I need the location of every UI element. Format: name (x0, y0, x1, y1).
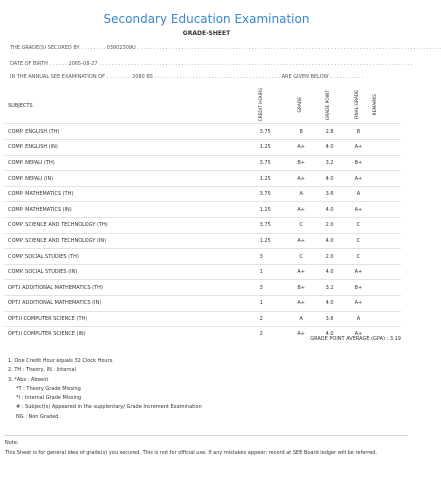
grade-cell: A+ (286, 327, 314, 342)
table-row (5, 264, 401, 280)
grade-cell: A+ (286, 233, 314, 249)
grade-cell: A (286, 311, 314, 327)
note-text: This Sheet is for general idea of grade(s) you secured. This is not for official use. If any mistakes appear; record at SEE Board ledger will be referred. (5, 450, 378, 456)
subject-cell: OPT.I ADDITIONAL MATHEMATICS (IN) (5, 295, 257, 311)
subject-cell: COMP. ENGLISH (IN) (5, 140, 257, 156)
final-grade-cell: A+ (343, 202, 372, 218)
remarks-cell (371, 218, 401, 234)
grade-point-cell: 2.0 (314, 249, 343, 265)
credit-hours-cell: 1.25 (257, 171, 286, 187)
grade-point-cell: 4.0 (314, 295, 343, 311)
exam-year: 2080 BS (132, 74, 153, 80)
exam-label: IN THE ANNUAL SEE EXAMINATION OF (10, 74, 105, 80)
remarks-cell (371, 280, 401, 296)
grade-sheet-heading: GRADE-SHEET (182, 30, 231, 37)
final-grade-cell: A+ (343, 295, 372, 311)
grade-cell: C (286, 218, 314, 234)
table-row (5, 140, 401, 156)
remarks-cell (371, 171, 401, 187)
grade-header: GRADE (297, 97, 303, 113)
subject-cell: COMP. NEPALI (IN) (5, 171, 257, 187)
col-final-grade (343, 88, 372, 124)
final-grade-cell: A+ (343, 327, 372, 342)
grade-cell: A (286, 186, 314, 202)
table-row (5, 249, 401, 265)
legend-notes (8, 357, 202, 422)
legend-item: NG : Non Graded (16, 413, 59, 420)
subject-cell: COMP. MATHEMATICS (IN) (5, 202, 257, 218)
credit-hours-cell: 2 (257, 311, 286, 327)
col-subjects: SUBJECTS (8, 102, 33, 109)
legend-item: *T : Theory Grade Missing (16, 385, 81, 392)
legend-item: 1. One Credit Hour equals 32 Clock Hours. (8, 358, 114, 364)
legend-item: *I : Internal Grade Missing (16, 395, 82, 402)
grade-cell: C (286, 249, 314, 265)
final-grade-cell: C (343, 233, 372, 249)
symbol-number: 03802309U (106, 45, 136, 51)
grade-point-cell: 2.0 (314, 218, 343, 234)
final-grade-cell: C (343, 218, 372, 234)
remarks-header: REMARKS (373, 94, 379, 116)
credit-hours-cell: 1 (257, 295, 286, 311)
subject-cell: COMP. ENGLISH (TH) (5, 124, 257, 140)
remarks-cell (371, 295, 401, 311)
credit-hours-cell: 3.75 (257, 186, 286, 202)
grade-point-cell: 2.8 (314, 124, 343, 140)
credit-hours-cell: 3.75 (257, 124, 286, 140)
subject-cell: COMP. MATHEMATICS (TH) (5, 186, 257, 202)
credit-hours-cell: 1.25 (257, 140, 286, 156)
remarks-cell (371, 233, 401, 249)
table-row (5, 295, 401, 311)
final-grade-cell: A (343, 311, 372, 327)
secured-by-label: THE GRADE(S) SECURED BY (10, 45, 80, 51)
legend-item: 3. *Abs : Absent (8, 376, 49, 383)
dob-label: DATE OF BIRTH (10, 61, 48, 67)
grade-cell: A+ (286, 264, 314, 280)
credit-hours-cell: 3.75 (257, 218, 286, 234)
dob-line: DATE OF BIRTH . . . . . . 2065-08-27 . . . . . . . . . . . . . . . . . . . . . . . . . . . . . . . . . . . . . . . . . . . . . . . . . . . . . . . . . . . . . . . . . . . . . . . . . . . . . . . . . . . . . . . . . . . . . . . . . . . (10, 61, 413, 67)
subject-cell: OPT.I ADDITIONAL MATHEMATICS (TH) (5, 280, 257, 296)
note-label: Note: (5, 440, 19, 446)
final-grade-header: FINAL GRADE (355, 90, 361, 120)
col-grade-point (314, 88, 343, 124)
grade-cell: A+ (286, 295, 314, 311)
final-grade-cell: C (343, 249, 372, 265)
grade-point-cell: 3.6 (314, 311, 343, 327)
grade-point-cell: 4.0 (314, 327, 343, 342)
table-row (5, 171, 401, 187)
table-row (5, 124, 401, 140)
legend-item: 2. TH : Theory, IN : Internal (8, 367, 76, 374)
grade-cell: A+ (286, 140, 314, 156)
table-row (5, 218, 401, 234)
final-grade-cell: B+ (343, 280, 372, 296)
grade-cell: A+ (286, 171, 314, 187)
col-credit-hours (257, 88, 286, 124)
final-grade-cell: B (343, 124, 372, 140)
table-row (5, 233, 401, 249)
grade-point-header: GRADE POINT (326, 89, 332, 120)
credit-hours-cell: 2 (257, 327, 286, 342)
legend-item: # : Subject(s) Appeared in the supplentary/ Grade Increment Examination (16, 404, 202, 411)
credit-hours-cell: 1.25 (257, 233, 286, 249)
remarks-cell (371, 249, 401, 265)
divider (4, 435, 408, 436)
dob-value: 2065-08-27 (68, 61, 98, 67)
grade-point-cell: 3.2 (314, 155, 343, 171)
subject-cell: OPT.II COMPUTER SCIENCE (TH) (5, 311, 257, 327)
remarks-cell (371, 140, 401, 156)
grade-point-cell: 4.0 (314, 264, 343, 280)
remarks-cell (371, 155, 401, 171)
grade-point-cell: 3.2 (314, 280, 343, 296)
credit-hours-header: CREDIT HOURS (258, 88, 264, 122)
remarks-cell (371, 124, 401, 140)
table-row (5, 155, 401, 171)
grade-point-cell: 4.0 (314, 140, 343, 156)
col-remarks (371, 88, 401, 124)
table-header-row (5, 88, 401, 124)
credit-hours-cell: 3 (257, 249, 286, 265)
exam-line: IN THE ANNUAL SEE EXAMINATION OF . . . . . . . . 2080 BS . . . . . . . . . . . . . . . . . . . . . . . . . . . . . . . . . . . . . . . . ARE GIVEN BELOW . . . . . . . . . . . (10, 74, 364, 80)
col-grade (286, 88, 314, 124)
credit-hours-cell: 3 (257, 280, 286, 296)
final-grade-cell: A+ (343, 140, 372, 156)
subject-cell: COMP. SOCIAL STUDIES (IN) (5, 264, 257, 280)
grade-rows (5, 124, 401, 342)
final-grade-cell: A (343, 186, 372, 202)
exam-title: Secondary Education Examination (103, 12, 310, 26)
secured-by-line: THE GRADE(S) SECURED BY . . . . . . . . 03802309U . . . . . . . . . . . . . . . . . . . . . . . . . . . . . . . . . . . . . . . . . . . . . . . . . . . . . . . . . . . . . . . . . . . . . . . . . . . . . . . . . . . . . . . . . . . . . . . . (10, 45, 441, 51)
grade-point-cell: 4.0 (314, 171, 343, 187)
table-row (5, 280, 401, 296)
grade-point-cell: 4.0 (314, 233, 343, 249)
grade-cell: A+ (286, 202, 314, 218)
remarks-cell (371, 186, 401, 202)
grade-point-cell: 4.0 (314, 202, 343, 218)
final-grade-cell: A+ (343, 171, 372, 187)
grade-cell: B (286, 124, 314, 140)
final-grade-cell: A+ (343, 264, 372, 280)
subject-cell: COMP. NEPALI (TH) (5, 155, 257, 171)
remarks-cell (371, 264, 401, 280)
remarks-cell (371, 202, 401, 218)
grade-cell: B+ (286, 155, 314, 171)
credit-hours-cell: 3.75 (257, 155, 286, 171)
table-row (5, 202, 401, 218)
subject-cell: OPT.II COMPUTER SCIENCE (IN) (5, 327, 257, 342)
credit-hours-cell: 1 (257, 264, 286, 280)
final-grade-cell: B+ (343, 155, 372, 171)
table-row (5, 186, 401, 202)
given-below-label: ARE GIVEN BELOW (281, 74, 329, 80)
gpa-summary: GRADE POINT AVERAGE (GPA) : 3.19 (310, 336, 401, 342)
credit-hours-cell: 1.25 (257, 202, 286, 218)
remarks-cell (371, 311, 401, 327)
table-row (5, 311, 401, 327)
grade-table (5, 88, 401, 342)
subject-cell: COMP. SCIENCE AND TECHNOLOGY (IN) (5, 233, 257, 249)
subject-cell: COMP. SOCIAL STUDIES (TH) (5, 249, 257, 265)
grade-point-cell: 3.6 (314, 186, 343, 202)
subject-cell: COMP. SCIENCE AND TECHNOLOGY (TH) (5, 218, 257, 234)
grade-cell: B+ (286, 280, 314, 296)
